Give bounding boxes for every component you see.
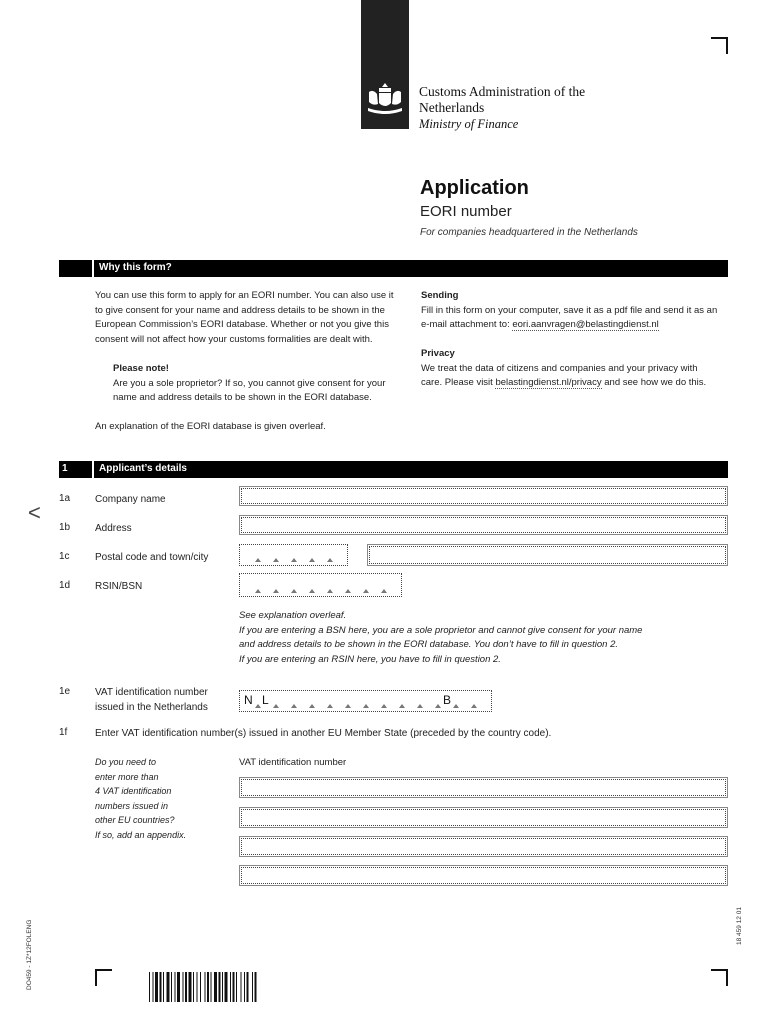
crop-mark-top-right — [711, 37, 728, 54]
eu-vat-field-4[interactable] — [239, 865, 728, 886]
privacy-block — [421, 347, 731, 391]
appendix-note-line: 4 VAT identification — [95, 786, 172, 796]
char-separator — [345, 589, 351, 593]
appendix-note-line: other EU countries? — [95, 815, 175, 825]
barcode-bar — [230, 972, 231, 1002]
appendix-note-line: numbers issued in — [95, 800, 169, 811]
char-separator — [327, 558, 333, 562]
appendix-note-line: enter more than — [95, 771, 159, 782]
privacy-link[interactable]: belastingdienst.nl/privacy — [495, 377, 602, 388]
page-subtitle: EORI number — [420, 203, 512, 220]
eu-vat-field-2[interactable] — [239, 807, 728, 828]
barcode-bar — [183, 972, 184, 1002]
barcode-bar — [171, 972, 172, 1002]
sending-line: Fill in this form on your computer, save it as a pdf file and send it as an — [421, 304, 718, 316]
country-prefix-l: L — [262, 693, 269, 707]
barcode-bar — [241, 972, 242, 1002]
barcode-bar — [236, 972, 237, 1002]
why-intro-line: consent will not affect how your customs formalities are dealt with. — [95, 333, 373, 345]
org-ministry: Ministry of Finance — [419, 117, 519, 131]
char-separator — [255, 558, 261, 562]
char-separator — [417, 704, 423, 708]
why-intro-line: European Commission’s EORI database. Whether or not you give this — [95, 319, 389, 330]
postal-code-field[interactable] — [239, 544, 348, 566]
address-field[interactable] — [239, 515, 728, 535]
barcode-bar — [155, 972, 158, 1002]
why-intro — [95, 289, 415, 347]
barcode-bar — [193, 972, 194, 1002]
barcode-bar — [153, 972, 154, 1002]
barcode-bar — [167, 972, 170, 1002]
crop-mark-bottom-right — [711, 969, 728, 986]
org-line-2: Netherlands — [419, 100, 485, 115]
barcode-bar — [255, 972, 257, 1002]
sending-block — [421, 289, 731, 333]
question-label: RSIN/BSN — [95, 581, 143, 592]
section-bar-label: Why this form? — [99, 262, 172, 273]
crop-mark-bottom-left — [95, 969, 112, 986]
privacy-line — [421, 376, 731, 391]
barcode-bar — [175, 972, 176, 1002]
sending-line — [421, 318, 731, 333]
please-note — [113, 362, 413, 406]
privacy-prefix: care. Please visit — [421, 377, 496, 388]
char-separator — [273, 589, 279, 593]
email-link[interactable]: eori.aanvragen@belastingdienst.nl — [512, 319, 659, 330]
eu-vat-field-1[interactable] — [239, 777, 728, 798]
char-separator — [453, 704, 459, 708]
section-bar-why — [59, 260, 728, 277]
barcode-bar — [160, 972, 162, 1002]
appendix-note-line: Do you need to — [95, 757, 157, 767]
char-separator — [291, 589, 297, 593]
barcode-bar — [207, 972, 209, 1002]
char-separator — [363, 704, 369, 708]
barcode-bar — [214, 972, 217, 1002]
question-label: Postal code and town/city — [95, 552, 209, 563]
please-note-line: Are you a sole proprietor? If so, you cannot give consent for your — [113, 377, 386, 389]
nl-vat-number-field[interactable] — [239, 690, 492, 712]
page-audience-note: For companies headquartered in the Netherlands — [420, 227, 638, 238]
section-bar-applicant — [59, 461, 728, 478]
barcode-bar — [222, 972, 223, 1002]
org-line-1: Customs Administration of the — [419, 84, 586, 99]
barcode-bar — [177, 972, 180, 1002]
rsin-bsn-note — [239, 609, 642, 667]
barcode-bar — [189, 972, 192, 1002]
appendix-note — [95, 755, 186, 842]
privacy-suffix: and see how we do this. — [601, 377, 707, 388]
question-number: 1c — [59, 551, 70, 562]
barcode-bar — [149, 972, 150, 1002]
side-arrow-icon: < — [28, 500, 41, 525]
note-line: See explanation overleaf. — [239, 610, 347, 621]
vat-column-label: VAT identification number — [239, 757, 347, 768]
section-bar-label: Applicant’s details — [99, 463, 187, 474]
barcode-bar — [185, 972, 187, 1002]
char-separator — [273, 558, 279, 562]
question-number: 1f — [59, 727, 68, 738]
country-prefix-n: N — [244, 693, 253, 707]
question-number: 1b — [59, 522, 71, 533]
char-separator — [471, 704, 477, 708]
question-label: Address — [95, 523, 132, 534]
town-city-field[interactable] — [367, 544, 728, 566]
note-line: and address details to be shown in the EORI database. You don’t have to fill in question 2. — [239, 639, 619, 650]
barcode-bar — [244, 972, 245, 1002]
barcode-bar — [247, 972, 249, 1002]
vat-letter-b: B — [443, 693, 452, 707]
char-separator — [273, 704, 279, 708]
barcode-bar — [163, 972, 164, 1002]
section-number: 1 — [62, 463, 68, 474]
char-separator — [399, 704, 405, 708]
char-separator — [435, 704, 441, 708]
organization-name — [419, 84, 585, 132]
char-separator — [327, 589, 333, 593]
sending-title: Sending — [421, 290, 459, 301]
barcode-bar — [252, 972, 253, 1002]
char-separator — [381, 589, 387, 593]
company-name-field[interactable] — [239, 486, 728, 506]
char-separator — [381, 704, 387, 708]
char-separator — [345, 704, 351, 708]
note-line: If you are entering an RSIN here, you have to fill in question 2. — [239, 653, 501, 665]
please-note-line: name and address details to be shown in the EORI database. — [113, 392, 372, 403]
barcode-bar — [225, 972, 228, 1002]
question-number: 1d — [59, 580, 71, 591]
please-note-title: Please note! — [113, 363, 169, 374]
note-line: If you are entering a BSN here, you are a sole proprietor and cannot give consent for your name — [239, 624, 643, 636]
why-intro-line: to give consent for your name and address details to be shown in the — [95, 304, 385, 316]
char-separator — [309, 558, 315, 562]
privacy-line: We treat the data of citizens and companies and your privacy with — [421, 362, 698, 374]
barcode-bar — [211, 972, 212, 1002]
char-separator — [363, 589, 369, 593]
question-label: Company name — [95, 494, 166, 505]
page-title: Application — [420, 177, 529, 199]
explanation-text: An explanation of the EORI database is given overleaf. — [95, 421, 326, 432]
char-separator — [291, 558, 297, 562]
barcode-bar — [233, 972, 235, 1002]
question-label-line: issued in the Netherlands — [95, 701, 208, 713]
barcode-bar — [205, 972, 206, 1002]
question-number: 1a — [59, 493, 71, 504]
form-code-right: 18 459 12 01 — [736, 907, 743, 945]
section-bar-divider — [92, 260, 94, 277]
barcode-bar — [197, 972, 198, 1002]
question-number: 1e — [59, 686, 71, 697]
barcode-bar — [200, 972, 201, 1002]
rsin-bsn-field[interactable] — [239, 573, 402, 597]
question-label — [95, 686, 208, 715]
section-bar-divider — [92, 461, 94, 478]
char-separator — [309, 704, 315, 708]
privacy-title: Privacy — [421, 348, 455, 359]
eu-vat-field-3[interactable] — [239, 836, 728, 857]
sending-prefix: e-mail attachment to: — [421, 319, 513, 330]
form-code-left: DO459 - 1Z*12FOLENG — [26, 919, 33, 990]
barcode-bar — [219, 972, 221, 1002]
why-intro-line: You can use this form to apply for an EORI number. You can also use it — [95, 290, 394, 301]
question-label: Enter VAT identification number(s) issued in another EU Member State (preceded by the country code). — [95, 728, 552, 739]
char-separator — [255, 704, 261, 708]
question-label-line: VAT identification number — [95, 687, 208, 698]
char-separator — [309, 589, 315, 593]
char-separator — [327, 704, 333, 708]
char-separator — [291, 704, 297, 708]
appendix-note-line: If so, add an appendix. — [95, 829, 187, 840]
logo-bar — [361, 0, 409, 129]
barcode-icon — [149, 972, 315, 1002]
coat-of-arms-icon — [365, 82, 405, 116]
char-separator — [255, 589, 261, 593]
